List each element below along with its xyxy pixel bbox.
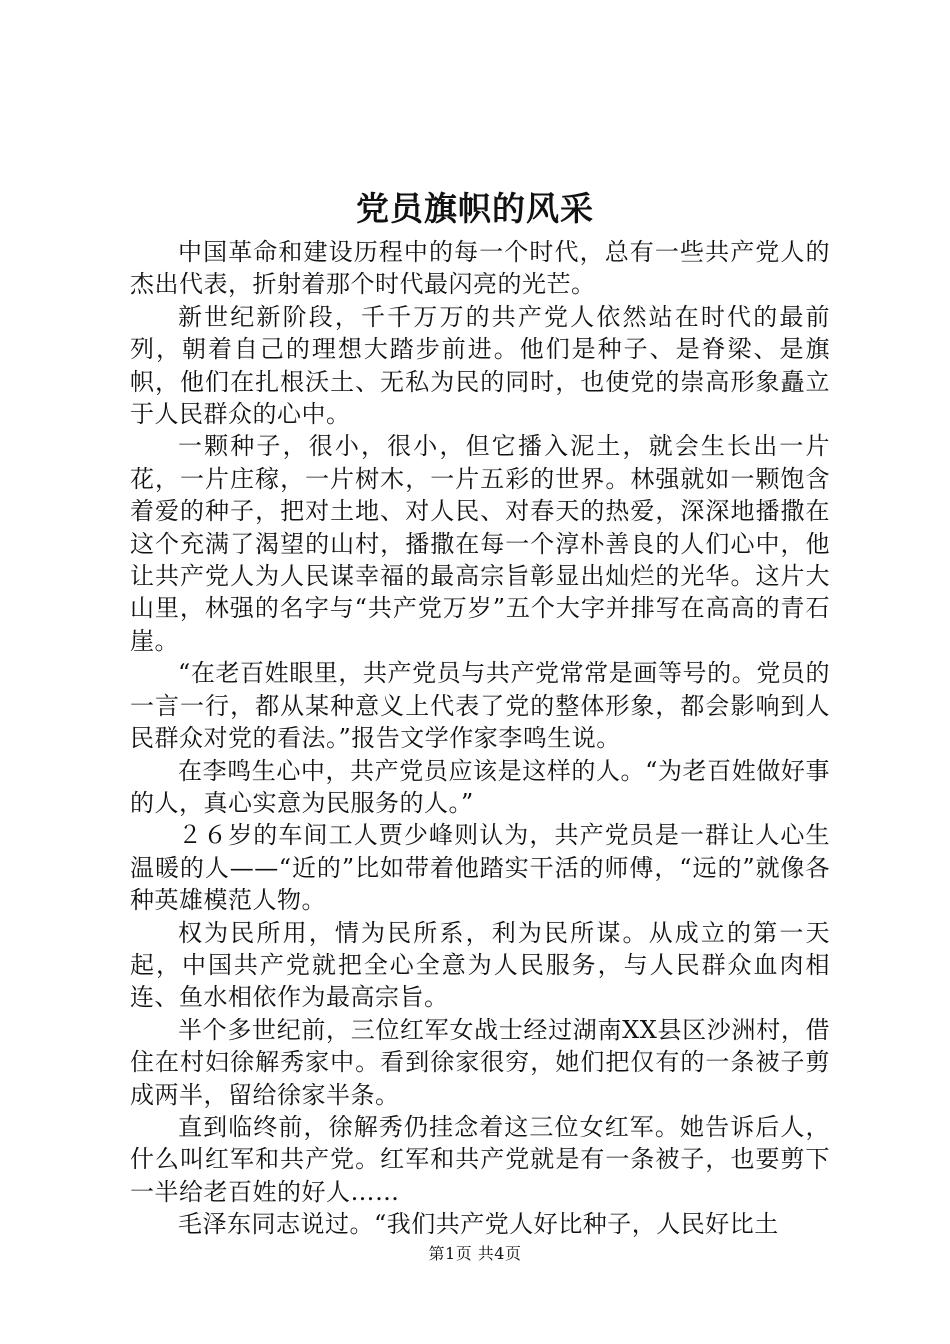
document-body	[130, 236, 830, 1241]
paragraph: 中国革命和建设历程中的每一个时代，总有一些共产党人的杰出代表，折射着那个时代最闪亮的光芒。	[130, 238, 830, 299]
document-title: 党员旗帜的风采	[356, 189, 594, 228]
paragraph: 毛泽东同志说过。“我们共产党人好比种子，人民好比土	[178, 1210, 779, 1239]
paragraph: 在李鸣生心中，共产党员应该是这样的人。“为老百姓做好事的人，真心实意为民服务的人。”	[130, 756, 830, 817]
page-number-footer: 第1页 共4页	[428, 1244, 522, 1263]
paragraph: 一颗种子，很小，很小，但它播入泥土，就会生长出一片花，一片庄稼，一片树木，一片五彩的世界。林强就如一颗饱含着爱的种子，把对土地、对人民、对春天的热爱，深深地播撒在这个充满了渴望的山村，播撒在每一个淳朴善良的人们心中，他让共产党人为人民谋幸福的最高宗旨彰显出灿烂的光华。这片大山里，林强的名字与“共产党万岁”五个大字并排写在高高的青石崖。	[130, 432, 830, 655]
paragraph: 权为民所用，情为民所系，利为民所谋。从成立的第一天起，中国共产党就把全心全意为人民服务，与人民群众血肉相连、鱼水相依作为最高宗旨。	[130, 918, 830, 1012]
paragraph: 新世纪新阶段，千千万万的共产党人依然站在时代的最前列，朝着自己的理想大踏步前进。他们是种子、是脊梁、是旗帜，他们在扎根沃土、无私为民的同时，也使党的崇高形象矗立于人民群众的心中。	[130, 302, 830, 429]
paragraph: “在老百姓眼里，共产党员与共产党常常是画等号的。党员的一言一行，都从某种意义上代表了党的整体形象，都会影响到人民群众对党的看法。”报告文学作家李鸣生说。	[130, 659, 830, 753]
paragraph: 直到临终前，徐解秀仍挂念着这三位女红军。她告诉后人，什么叫红军和共产党。红军和共产党就是有一条被子，也要剪下一半给老百姓的好人……	[130, 1112, 830, 1206]
paragraph: 半个多世纪前，三位红军女战士经过湖南XX县区沙洲村，借住在村妇徐解秀家中。看到徐家很穷，她们把仅有的一条被子剪成两半，留给徐家半条。	[130, 1015, 830, 1109]
paragraph: ２６岁的车间工人贾少峰则认为，共产党员是一群让人心生温暖的人——“近的”比如带着他踏实干活的师傅，“远的”就像各种英雄模范人物。	[130, 821, 830, 915]
